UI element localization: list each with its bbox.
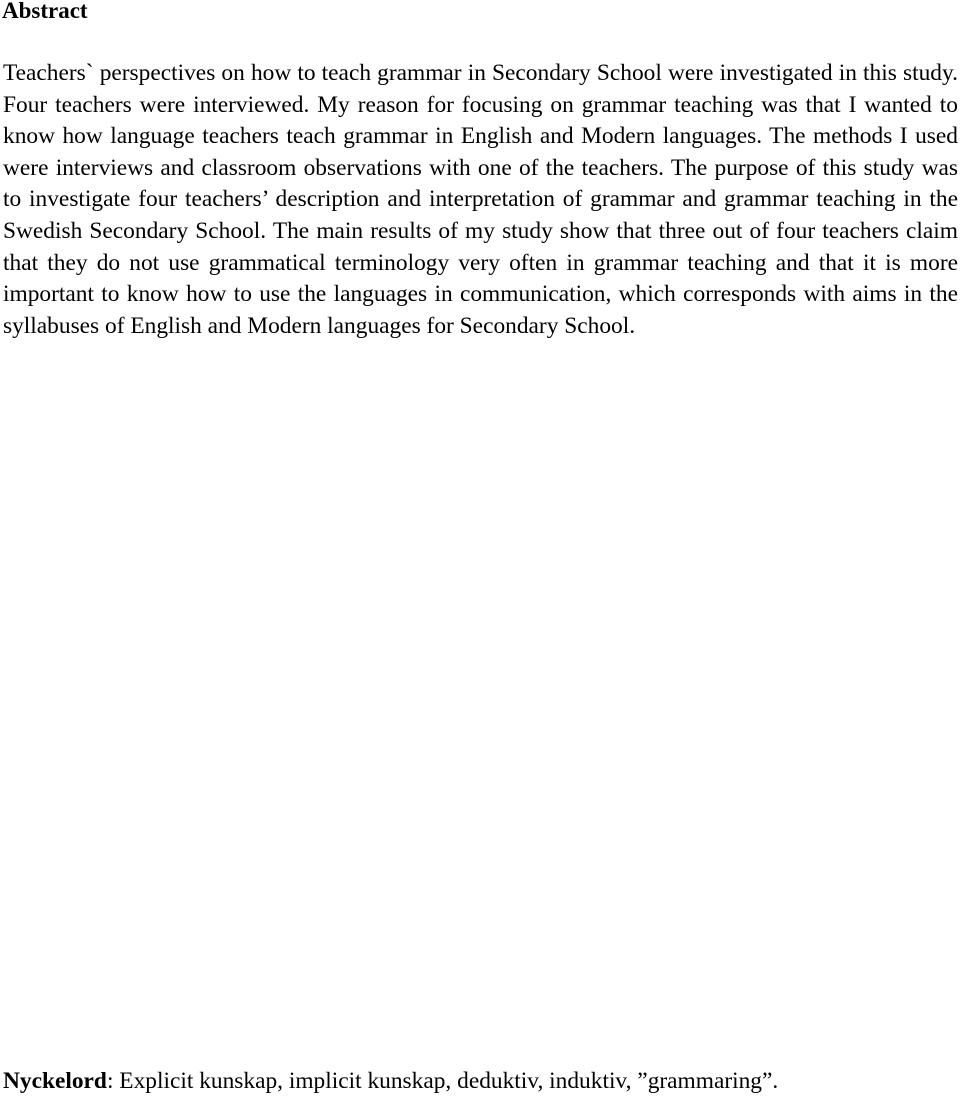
keywords-line <box>3 1066 778 1096</box>
keywords-value: Explicit kunskap, implicit kunskap, deduktiv, induktiv, ”grammaring”. <box>113 1068 779 1094</box>
keywords-label: Nyckelord <box>3 1068 107 1094</box>
abstract-paragraph: Teachers` perspectives on how to teach grammar in Secondary School were investigated in this study. Four teachers were interviewed. My reason for focusing on grammar teaching was that I wanted to know how language teachers teach grammar in English and Modern languages. The methods I used were interviews and classroom observations with one of the teachers. The purpose of this study was to investigate four teachers’ description and interpretation of grammar and grammar teaching in the Swedish Secondary School. The main results of my study show that three out of four teachers claim that they do not use grammatical terminology very often in grammar teaching and that it is more important to know how to use the languages in communication, which corresponds with aims in the syllabuses of English and Modern languages for Secondary School. <box>3 60 958 339</box>
keywords-separator: : <box>106 1068 114 1094</box>
section-heading: Abstract <box>2 0 88 23</box>
